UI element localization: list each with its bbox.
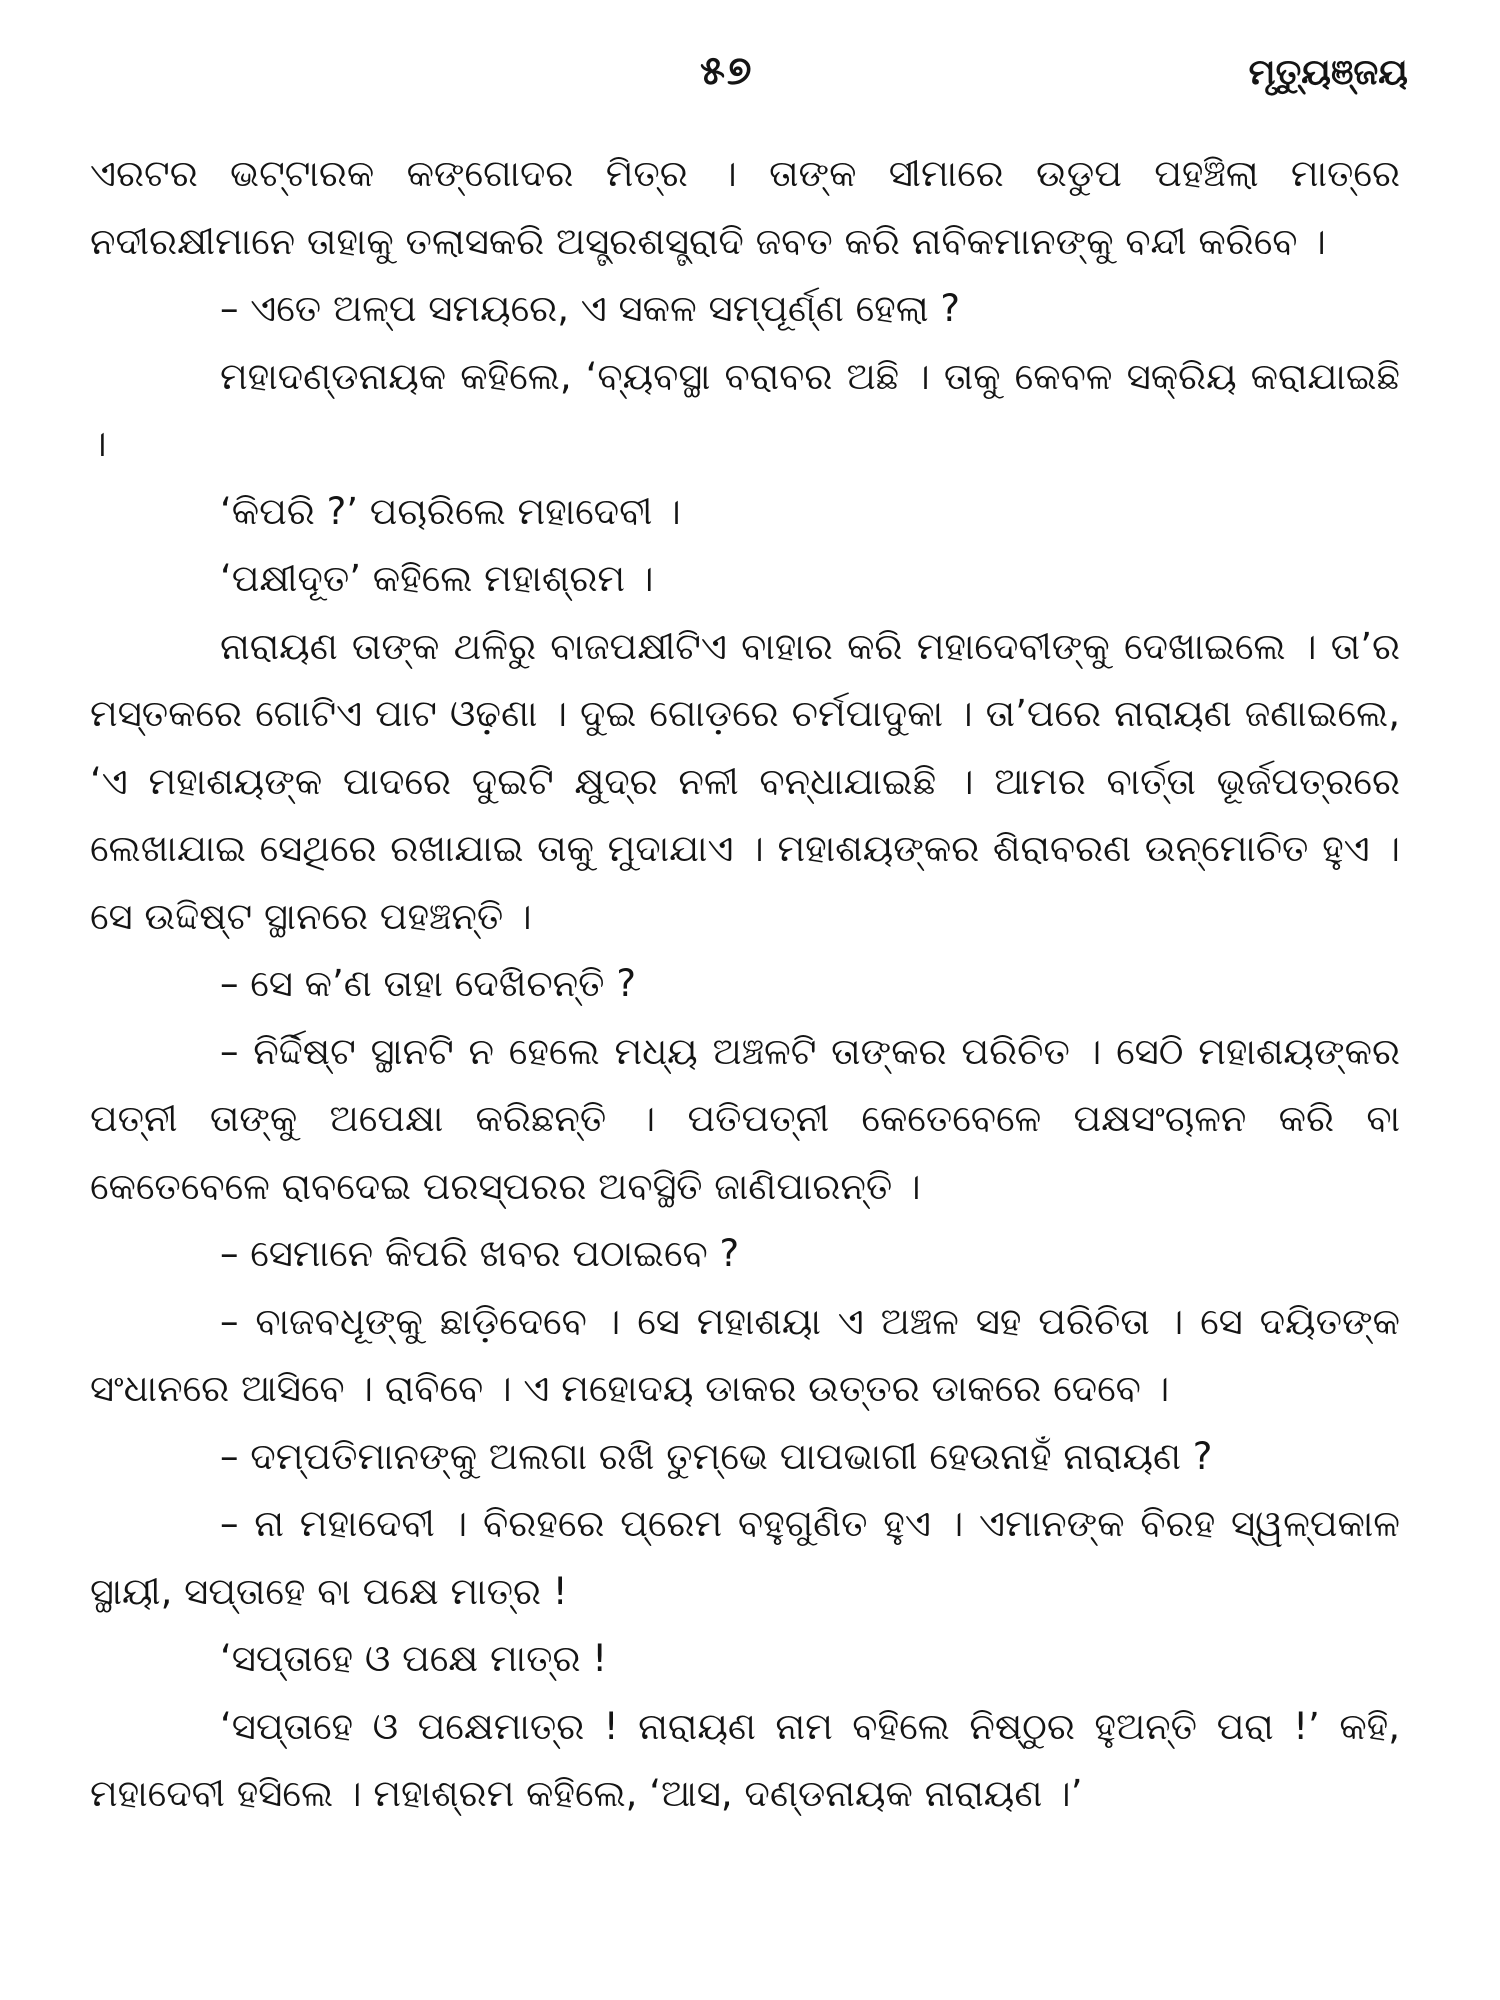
paragraph: – ଦମ୍ପତିମାନଙ୍କୁ ଅଲଗା ରଖି ତୁମ୍ଭେ ପାପଭାଗୀ ହେଉନାହଁ ନାରାୟଣ ? <box>220 1434 1213 1478</box>
paragraph: – ସେ କ’ଣ ତାହା ଦେଖିଚନ୍ତି ? <box>220 962 636 1005</box>
running-title: ମୃତ୍ୟୁଞ୍ଜୟ <box>1248 52 1408 93</box>
paragraph: – ବାଜବଧୂଙ୍କୁ ଛାଡ଼ିଦେବେ । ସେ ମହାଶୟା ଏ ଅଞ୍ଚଳ ସହ ପରିଚିତା । ସେ ଦୟିତଙ୍କ ସଂଧାନରେ ଆସିବେ । ରାବିବେ । ଏ ମହୋଦୟ ଡାକର ଉତ୍ତର ଡାକରେ ଦେବେ । <box>90 1299 1400 1410</box>
body-text <box>90 140 1400 1828</box>
paragraph: ‘ପକ୍ଷୀଦୂତ’ କହିଲେ ମହାଶ୍ରମ । <box>220 557 654 600</box>
paragraph: ଏରଟର ଭଟ୍ଟାରକ କଙ୍ଗୋଦର ମିତ୍ର । ତାଙ୍କ ସୀମାରେ ଉଡୁପ ପହଞ୍ଚିଲା ମାତ୍ରେ ନଦୀରକ୍ଷୀମାନେ ତାହାକୁ ତଲାସକରି ଅସ୍ତ୍ରଶସ୍ତ୍ରାଦି ଜବତ କରି ନାବିକମାନଙ୍କୁ ବନ୍ଦୀ କରିବେ । <box>90 152 1400 263</box>
paragraph: ‘ସପ୍ତାହେ ଓ ପକ୍ଷେ ମାତ୍ର ! <box>220 1637 608 1680</box>
paragraph: – ନା ମହାଦେବୀ । ବିରହରେ ପ୍ରେମ ବହୁଗୁଣିତ ହୁଏ । ଏମାନଙ୍କ ବିରହ ସ୍ୱଳ୍ପକାଳ ସ୍ଥାୟୀ, ସପ୍ତାହେ ବା ପକ୍ଷେ ମାତ୍ର ! <box>90 1502 1400 1613</box>
paragraph: – ନିର୍ଦ୍ଦିଷ୍ଟ ସ୍ଥାନଟି ନ ହେଲେ ମଧ୍ୟ ଅଞ୍ଚଳଟି ତାଙ୍କର ପରିଚିତ । ସେଠି ମହାଶୟଙ୍କର ପତ୍ନୀ ତାଙ୍କୁ ଅପେକ୍ଷା କରିଛନ୍ତି । ପତିପତ୍ନୀ କେତେବେଳେ ପକ୍ଷସଂଚାଳନ କରି ବା କେତେବେଳେ ରାବଦେଇ ପରସ୍ପରର ଅବସ୍ଥିତି ଜାଣିପାରନ୍ତି । <box>90 1029 1400 1208</box>
paragraph: ନାରାୟଣ ତାଙ୍କ ଥଳିରୁ ବାଜପକ୍ଷୀଟିଏ ବାହାର କରି ମହାଦେବୀଙ୍କୁ ଦେଖାଇଲେ । ତା’ର ମସ୍ତକରେ ଗୋଟିଏ ପାଟ ଓଢ଼ଣା । ଦୁଇ ଗୋଡ଼ରେ ଚର୍ମପାଦୁକା । ତା’ପରେ ନାରାୟଣ ଜଣାଇଲେ, ‘ଏ ମହାଶୟଙ୍କ ପାଦରେ ଦୁଇଟି କ୍ଷୁଦ୍ର ନଳୀ ବନ୍ଧାଯାଇଛି । ଆମର ବାର୍ତ୍ତା ଭୂର୍ଜପତ୍ରରେ ଲେଖାଯାଇ ସେଥିରେ ରଖାଯାଇ ତାକୁ ମୁଦାଯାଏ । ମହାଶୟଙ୍କର ଶିରାବରଣ ଉନ୍ମୋଚିତ ହୁଏ । ସେ ଉଦ୍ଦିଷ୍ଟ ସ୍ଥାନରେ ପହଞ୍ଚନ୍ତି । <box>90 624 1400 938</box>
paragraph: – ଏତେ ଅଳ୍ପ ସମୟରେ, ଏ ସକଳ ସମ୍ପୂର୍ଣ୍ଣ ହେଲା ? <box>220 287 960 330</box>
page-number: ୫୭ <box>700 48 754 94</box>
paragraph: ମହାଦଣ୍ଡନାୟକ କହିଲେ, ‘ବ୍ୟବସ୍ଥା ବରାବର ଅଛି । ତାକୁ କେବଳ ସକ୍ରିୟ କରାଯାଇଛି । <box>90 354 1400 465</box>
paragraph: ‘ସପ୍ତାହେ ଓ ପକ୍ଷେମାତ୍ର ! ନାରାୟଣ ନାମ ବହିଲେ ନିଷ୍ଠୁର ହୁଅନ୍ତି ପରା !’ କହି, ମହାଦେବୀ ହସିଲେ । ମହାଶ୍ରମ କହିଲେ, ‘ଆସ, ଦଣ୍ଡନାୟକ ନାରାୟଣ ।’ <box>90 1704 1400 1815</box>
paragraph: – ସେମାନେ କିପରି ଖବର ପଠାଇବେ ? <box>220 1232 740 1275</box>
paragraph: ‘କିପରି ?’ ପଚାରିଲେ ମହାଦେବୀ । <box>220 489 681 533</box>
